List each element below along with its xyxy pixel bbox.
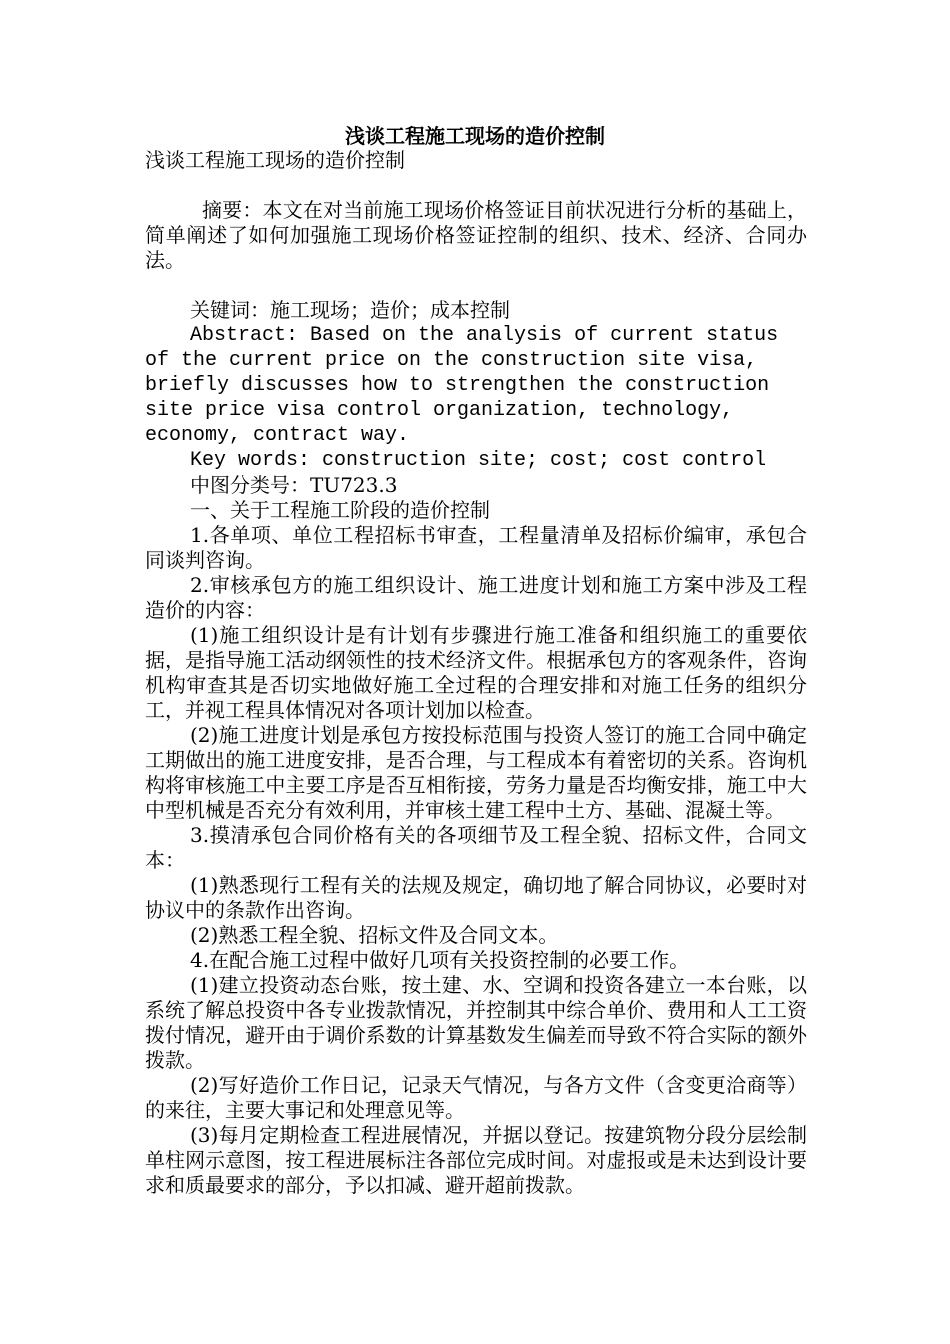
paragraph: (1)施工组织设计是有计划有步骤进行施工准备和组织施工的重要依据，是指导施工活动纲领性的技术经济文件。根据承包方的客观条件，咨询机构审查其是否切实地做好施工全过程的合理安排和对施工任务的组织分工，并视工程具体情况对各项计划加以检查。 xyxy=(145,623,807,722)
spacer xyxy=(145,273,807,298)
abstract-english: Abstract: Based on the analysis of current status of the current price on the construction site visa, briefly discusses how to strengthen the construction site price visa control organization, technology, economy, contract way. xyxy=(145,324,779,447)
keywords-chinese: 关键词：施工现场；造价；成本控制 xyxy=(190,298,510,322)
paragraph: (1)建立投资动态台账，按土建、水、空调和投资各建立一本台账，以系统了解总投资中各专业拨款情况，并控制其中综合单价、费用和人工工资拨付情况，避开由于调价系数的计算基数发生偏差而导致不符合实际的额外拨款。 xyxy=(145,973,807,1072)
paragraph: 3.摸清承包合同价格有关的各项细节及工程全貌、招标文件，合同文本： xyxy=(145,823,807,872)
section-heading: 一、关于工程施工阶段的造价控制 xyxy=(190,498,490,522)
paragraph: (2)写好造价工作日记，记录天气情况，与各方文件（含变更洽商等）的来往，主要大事记和处理意见等。 xyxy=(145,1073,807,1122)
paragraph: 2.审核承包方的施工组织设计、施工进度计划和施工方案中涉及工程造价的内容： xyxy=(145,573,807,622)
paragraph: (2)施工进度计划是承包方按投标范围与投资人签订的施工合同中确定工期做出的施工进度安排，是否合理，与工程成本有着密切的关系。咨询机构将审核施工中主要工序是否互相衔接，劳务力量是否均衡安排，施工中大中型机械是否充分有效利用，并审核土建工程中土方、基础、混凝土等。 xyxy=(145,723,807,822)
paragraph: 4.在配合施工过程中做好几项有关投资控制的必要工作。 xyxy=(190,948,690,972)
spacer xyxy=(145,173,807,198)
classification-number: 中图分类号：TU723.3 xyxy=(190,473,398,497)
document-body xyxy=(145,148,807,1198)
document-title: 浅谈工程施工现场的造价控制 xyxy=(345,124,605,148)
abstract-chinese: 摘要：本文在对当前施工现场价格签证目前状况进行分析的基础上，简单阐述了如何加强施工现场价格签证控制的组织、技术、经济、合同办法。 xyxy=(145,198,807,272)
paragraph: (3)每月定期检查工程进展情况，并据以登记。按建筑物分段分层绘制单柱网示意图，按工程进展标注各部位完成时间。对虚报或是未达到设计要求和质最要求的部分，予以扣减、避开超前拨款。 xyxy=(145,1123,807,1197)
paragraph: 1.各单项、单位工程招标书审查，工程量清单及招标价编审，承包合同谈判咨询。 xyxy=(145,523,807,572)
keywords-english: Key words: construction site; cost; cost control xyxy=(190,449,767,472)
paragraph: (1)熟悉现行工程有关的法规及规定，确切地了解合同协议，必要时对协议中的条款作出咨询。 xyxy=(145,873,807,922)
paragraph: (2)熟悉工程全貌、招标文件及合同文本。 xyxy=(190,923,559,947)
document-subtitle: 浅谈工程施工现场的造价控制 xyxy=(145,148,405,172)
